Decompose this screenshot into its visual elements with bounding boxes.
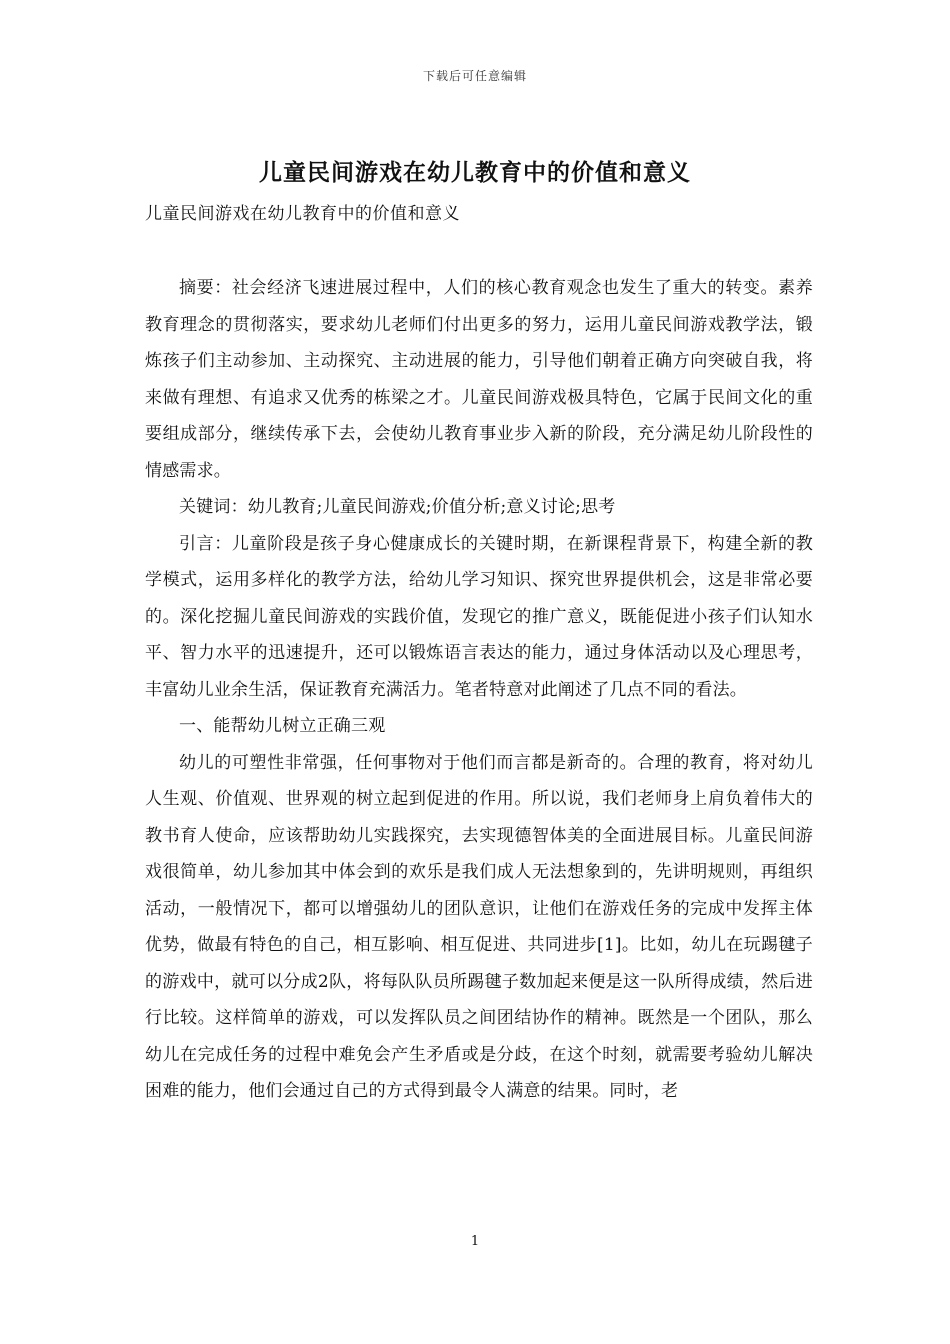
- header-note: 下载后可任意编辑: [422, 69, 527, 83]
- keywords-paragraph: 关键词：幼儿教育;儿童民间游戏;价值分析;意义讨论;思考: [179, 497, 616, 517]
- introduction-paragraph: 引言：儿童阶段是孩子身心健康成长的关键时期，在新课程背景下，构建全新的教学模式，运用多样化的教学方法，给幼儿学习知识、探究世界提供机会，这是非常必要的。深化挖掘儿童民间游戏的实践价值，发现它的推广意义，既能促进小孩子们认知水平、智力水平的迅速提升，还可以锻炼语言表达的能力，通过身体活动以及心理思考，丰富幼儿业余生活，保证教育充满活力。笔者特意对此阐述了几点不同的看法。: [145, 533, 813, 700]
- body-paragraph: 幼儿的可塑性非常强，任何事物对于他们而言都是新奇的。合理的教育，将对幼儿人生观、价值观、世界观的树立起到促进的作用。所以说，我们老师身上肩负着伟大的教书育人使命，应该帮助幼儿实践探究，去实现德智体美的全面进展目标。儿童民间游戏很简单，幼儿参加其中体会到的欢乐是我们成人无法想象到的，先讲明规则，再组织活动，一般情况下，都可以增强幼儿的团队意识，让他们在游戏任务的完成中发挥主体优势，做最有特色的自己，相互影响、相互促进、共同进步[1]。比如，幼儿在玩踢毽子的游戏中，就可以分成2队，将每队队员所踢毽子数加起来便是这一队所得成绩，然后进行比较。这样简单的游戏，可以发挥队员之间团结协作的精神。既然是一个团队，那么幼儿在完成任务的过程中难免会产生矛盾或是分歧，在这个时刻，就需要考验幼儿解决困难的能力，他们会通过自己的方式得到最令人满意的结果。同时，老: [145, 752, 813, 1101]
- document-subtitle: 儿童民间游戏在幼儿教育中的价值和意义: [145, 204, 460, 224]
- section-heading: 一、能帮幼儿树立正确三观: [179, 716, 386, 736]
- document-body: [145, 270, 813, 1110]
- page-number: 1: [470, 1234, 480, 1249]
- abstract-paragraph: 摘要：社会经济飞速进展过程中，人们的核心教育观念也发生了重大的转变。素养教育理念的贯彻落实，要求幼儿老师们付出更多的努力，运用儿童民间游戏教学法，锻炼孩子们主动参加、主动探究、主动进展的能力，引导他们朝着正确方向突破自我，将来做有理想、有追求又优秀的栋梁之才。儿童民间游戏极具特色，它属于民间文化的重要组成部分，继续传承下去，会使幼儿教育事业步入新的阶段，充分满足幼儿阶段性的情感需求。: [145, 278, 813, 481]
- document-title: 儿童民间游戏在幼儿教育中的价值和意义: [259, 159, 691, 186]
